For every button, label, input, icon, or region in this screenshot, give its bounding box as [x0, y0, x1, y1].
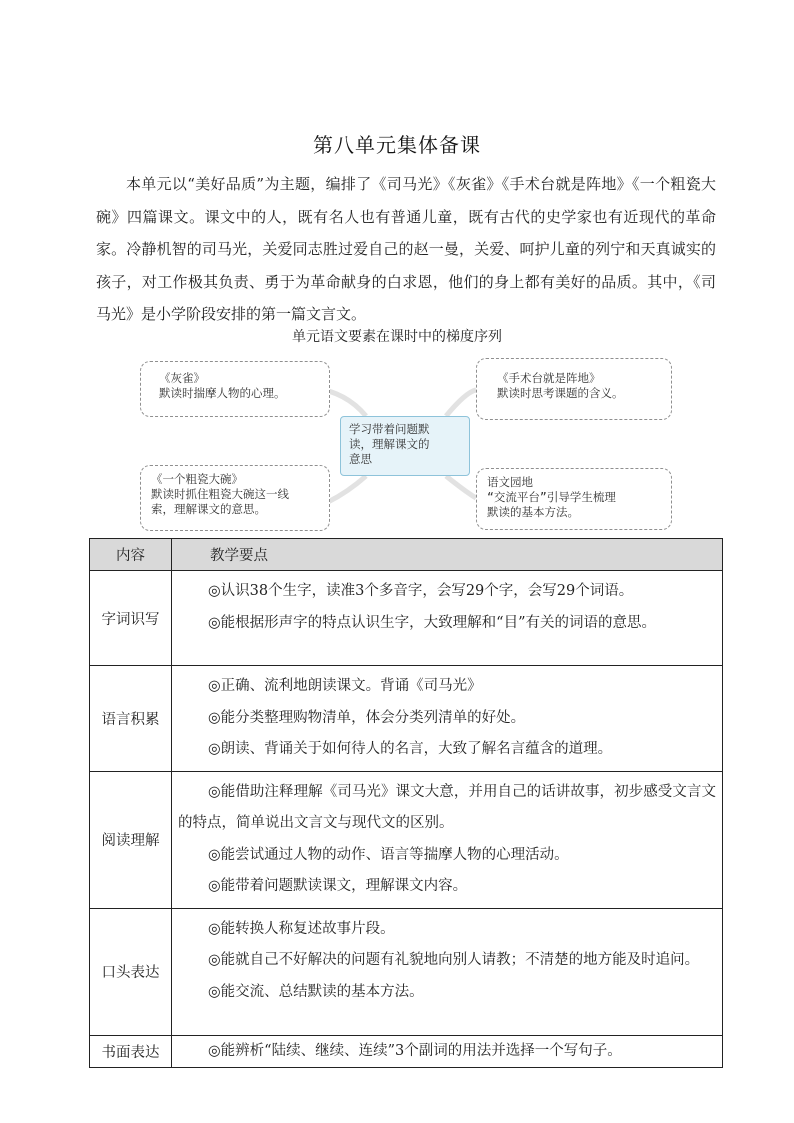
node-cuci-dawan-text-1: 默读时抓住粗瓷大碗这一线: [151, 487, 289, 501]
point-text: ◎能根据形声字的特点认识生字，大致理解和“目”有关的词语的意思。: [208, 614, 656, 631]
node-huique-text: 默读时揣摩人物的心理。: [159, 386, 286, 400]
table-row: [90, 666, 723, 772]
node-yuwen-yuandi: [476, 468, 672, 530]
intro-text: 本单元以“美好品质”为主题，编排了《司马光》《灰雀》《手术台就是阵地》《一个粗瓷大碗》四篇课文。课文中的人，既有名人也有普通儿童，既有古代的史学家也有近现代的革命家。冷静机智的司马光，关爱同志胜过爱自己的赵一曼，关爱、呵护儿童的列宁和天真诚实的孩子，对工作极其负责、勇于为革命献身的白求恩，他们的身上都有美好的品质。其中，《司马光》是小学阶段安排的第一篇文言文。: [96, 175, 716, 324]
table-header-row: [90, 539, 723, 571]
point-text: ◎能带着问题默读课文，理解课文内容。: [208, 878, 468, 894]
points-cell: [172, 571, 723, 666]
point-text: ◎能借助注释理解《司马光》课文大意，并用自己的话讲故事，初步感受文言文的特点，简单说出文言文与现代文的区别。: [178, 783, 716, 831]
point-text: ◎朗读、背诵关于如何待人的名言，大致了解名言蕴含的道理。: [208, 741, 613, 757]
node-yuwen-yuandi-text-2: 默读的基本方法。: [487, 505, 579, 519]
intro-paragraph: [96, 168, 716, 331]
category-cell: 阅读理解: [90, 771, 172, 908]
node-cuci-dawan-title: 《一个粗瓷大碗》: [151, 472, 243, 486]
center-line-2: 读，理解课文的: [349, 437, 430, 451]
table-row: [90, 571, 723, 666]
node-huique: [140, 361, 330, 417]
node-shoushutai: [476, 358, 672, 420]
header-content: 内容: [90, 539, 172, 571]
page-title: 第八单元集体备课: [313, 133, 481, 157]
point-text: ◎能辨析“陆续、继续、连续”3个副词的用法并选择一个写句子。: [208, 1042, 622, 1059]
header-teaching-points: 教学要点: [172, 539, 723, 571]
center-line-1: 学习带着问题默: [349, 422, 430, 436]
table-row: [90, 1035, 723, 1068]
center-line-3: 意思: [349, 452, 372, 466]
gradient-sequence-diagram: [136, 352, 676, 536]
points-cell: [172, 908, 723, 1035]
node-shoushutai-title: 《手术台就是阵地》: [497, 371, 601, 385]
diagram-title: 单元语文要素在课时中的梯度序列: [292, 329, 502, 345]
teaching-points-table: [89, 538, 723, 1068]
node-yuwen-yuandi-text-1: “交流平台”引导学生梳理: [487, 490, 616, 504]
point-text: ◎能转换人称复述故事片段。: [208, 920, 395, 937]
points-cell: [172, 1035, 723, 1068]
point-text: ◎认识38个生字，读准3个多音字，会写29个字，会写29个词语。: [208, 583, 634, 599]
center-node: [340, 416, 470, 476]
point-text: ◎能交流、总结默读的基本方法。: [208, 983, 424, 1000]
table-row: [90, 771, 723, 908]
category-cell: 口头表达: [90, 908, 172, 1035]
category-cell: 字词识写: [90, 571, 172, 666]
node-shoushutai-text: 默读时思考课题的含义。: [497, 386, 624, 400]
points-cell: [172, 666, 723, 772]
node-yuwen-yuandi-title: 语文园地: [487, 475, 533, 489]
table-row: [90, 908, 723, 1035]
point-text: ◎能就自己不好解决的问题有礼貌地向别人请教；不清楚的地方能及时追问。: [208, 952, 700, 968]
point-text: ◎正确、流利地朗读课文。背诵《司马光》: [208, 678, 482, 694]
node-cuci-dawan: [140, 465, 330, 531]
category-cell: 书面表达: [90, 1035, 172, 1068]
points-cell: [172, 771, 723, 908]
node-huique-title: 《灰雀》: [159, 371, 205, 385]
category-cell: 语言积累: [90, 666, 172, 772]
point-text: ◎能尝试通过人物的动作、语言等揣摩人物的心理活动。: [208, 846, 569, 863]
node-cuci-dawan-text-2: 索，理解课文的意思。: [151, 502, 266, 516]
point-text: ◎能分类整理购物清单，体会分类列清单的好处。: [208, 709, 526, 726]
